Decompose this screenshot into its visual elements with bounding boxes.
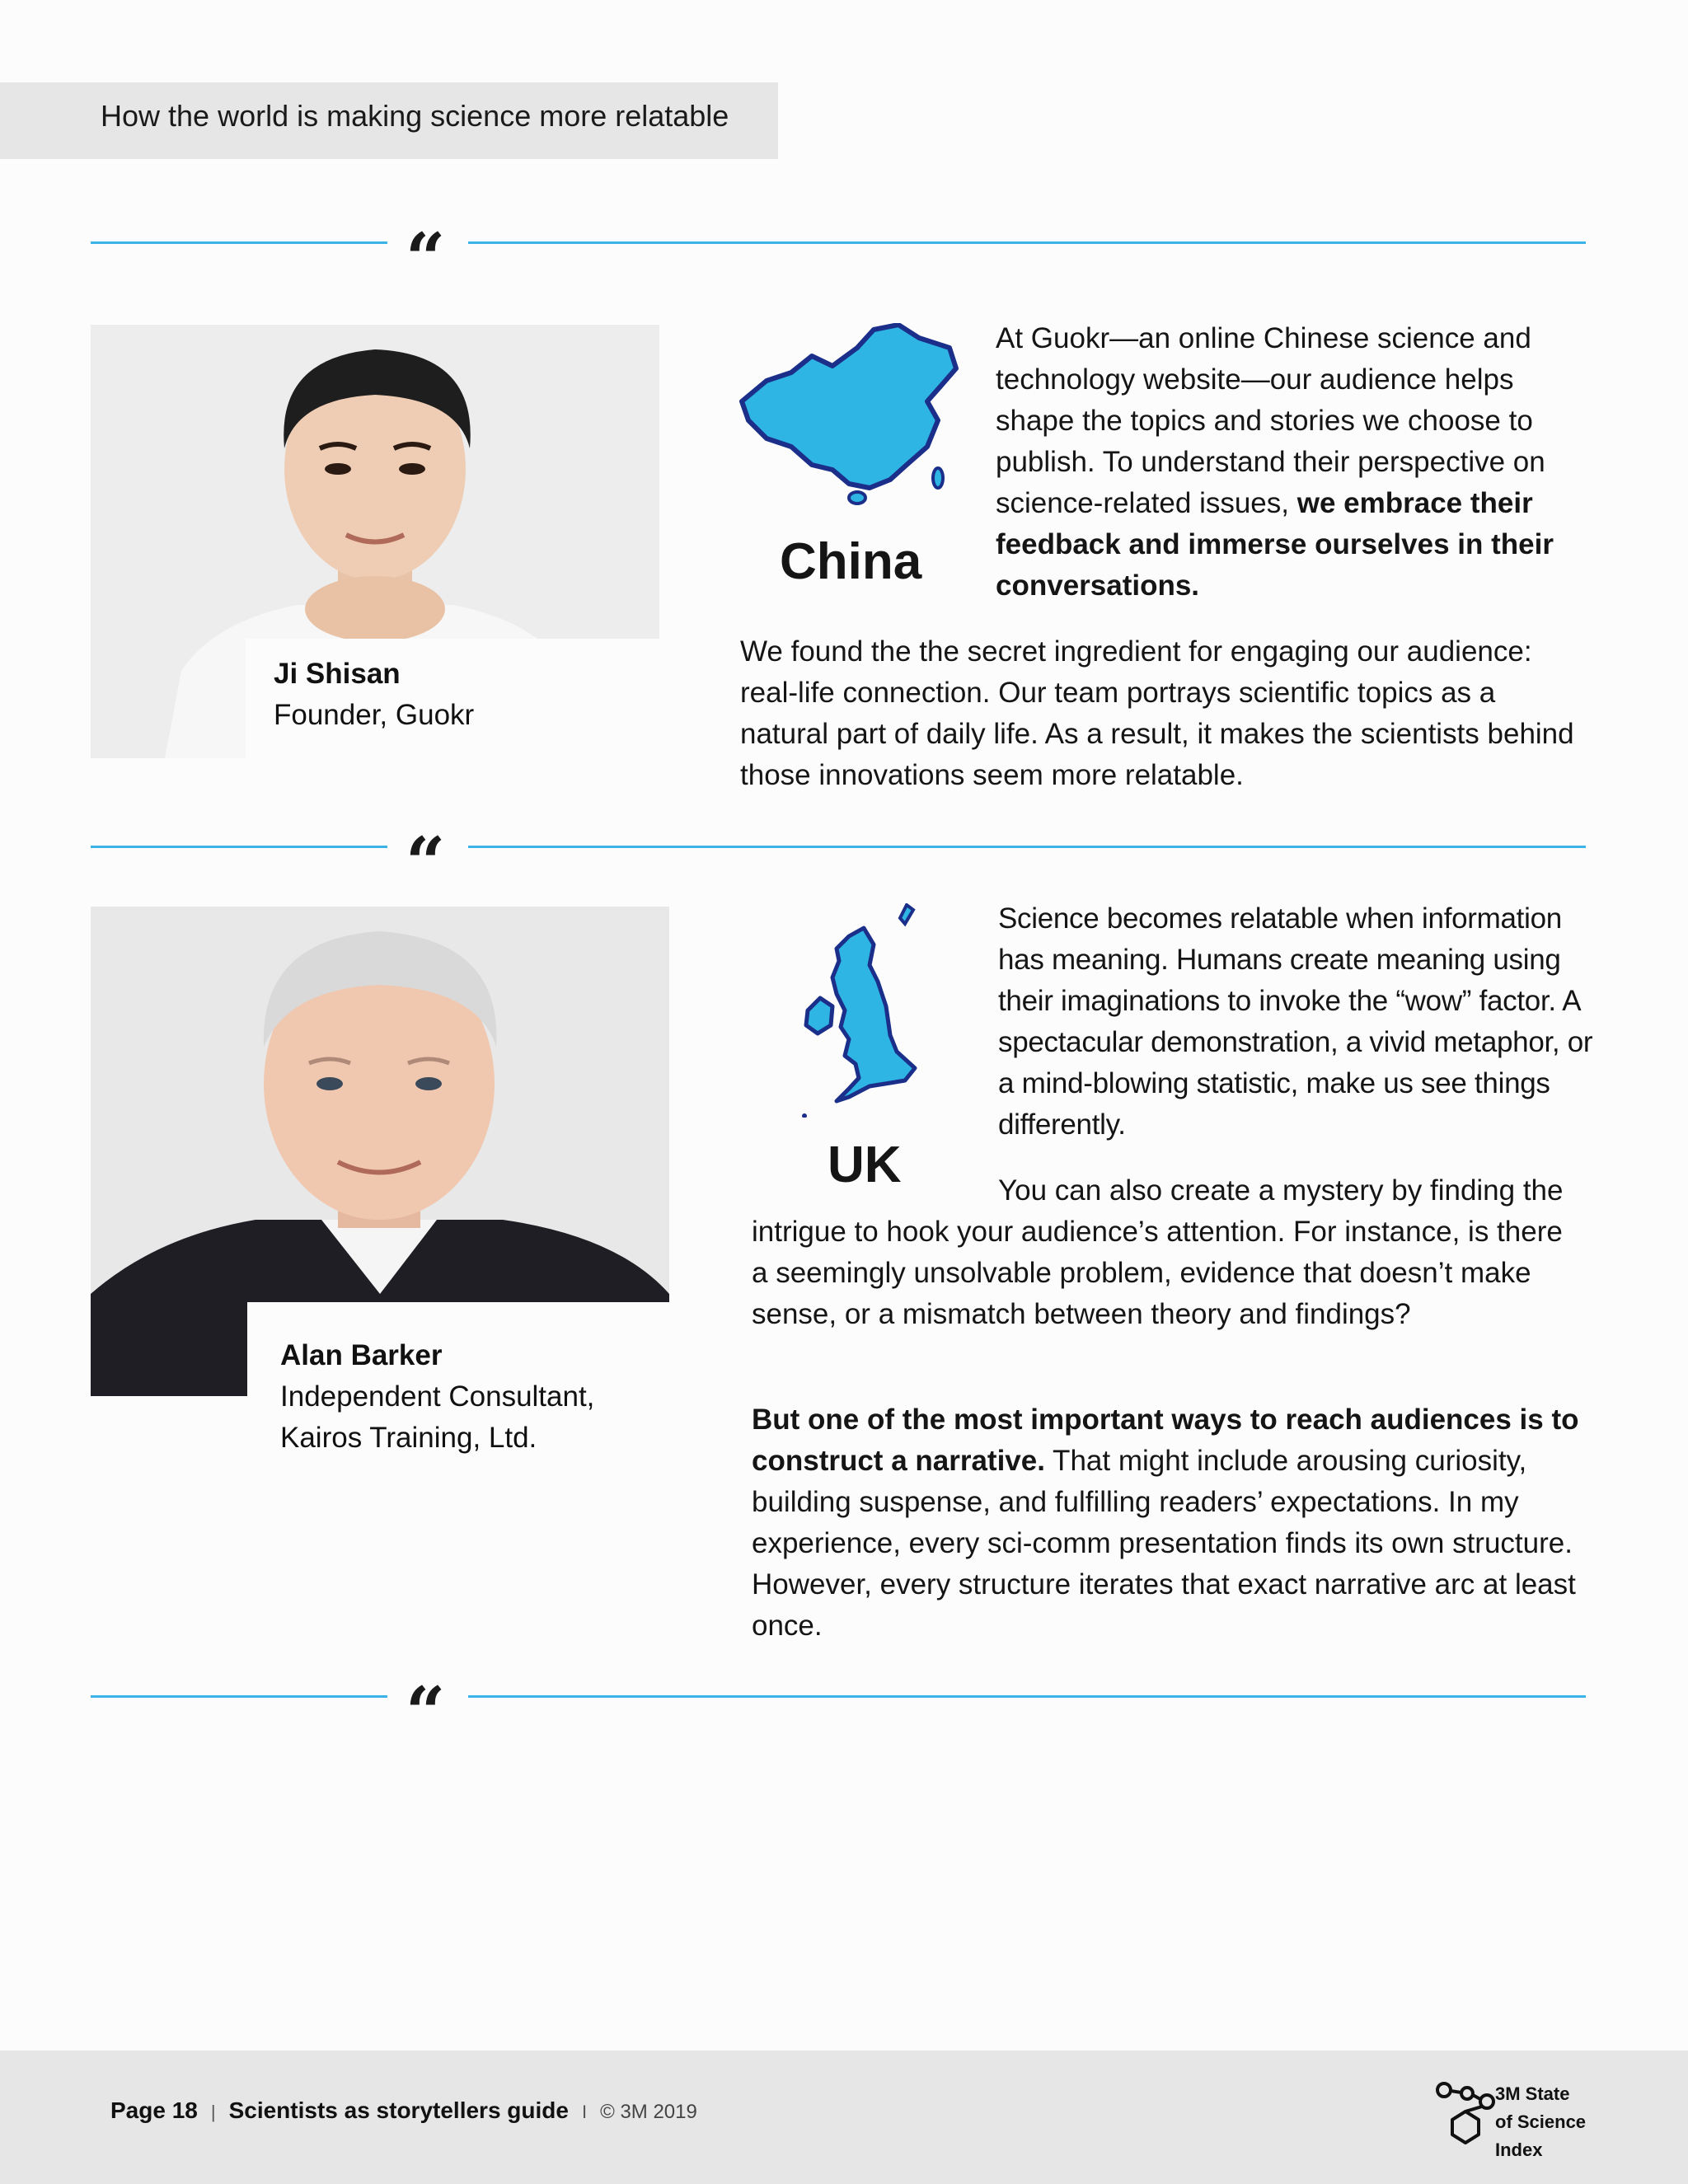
profile1-intro-text: At Guokr—an online Chinese science and technology website—our audience helps shape the topics and stories we choose to publish. To understand their perspective on science-related issues,: [996, 322, 1545, 519]
divider-rule-left: [91, 241, 387, 244]
quote-mark-icon: “: [406, 822, 446, 903]
profile2-intro-paragraph: Science becomes relatable when information has meaning. Humans create meaning using their imaginations to invoke the “wow” factor. A spectacular demonstration, a vivid metaphor, or a mind-blowing statistic, make us see things differently.: [998, 902, 1593, 1141]
country-label-china: China: [780, 533, 922, 590]
brand-logo-text: [1495, 2080, 1586, 2164]
person-name: Alan Barker: [280, 1339, 443, 1371]
logo-line1: 3M State: [1495, 2083, 1570, 2104]
footer-divider: I: [581, 2102, 588, 2122]
profile2-mystery-paragraph: You can also create a mystery by finding the intrigue to hook your audience’s attention. For instance, is there a seemingly unsolvable problem, evidence that doesn’t make sense, or a mismatch between theory and findings?: [752, 1174, 1564, 1330]
molecule-logo-icon: [1434, 2080, 1497, 2149]
uk-map-icon: [799, 903, 923, 1118]
divider-rule-left: [91, 1695, 387, 1698]
profile2-narrative-paragraph: [752, 1399, 1592, 1647]
footer-text: [110, 2097, 697, 2124]
profile1-body-paragraph: We found the the secret ingredient for engaging our audience: real-life connection. Our team portrays scientific topics as a natural part of daily life. As a result, it makes the scientists behind those innovations seem more relatable.: [740, 635, 1574, 791]
caption-alan-barker: [247, 1302, 676, 1467]
footer-separator: |: [210, 2102, 216, 2122]
country-label-uk: UK: [828, 1137, 902, 1193]
profile2-narrative-bold: But one of the most important ways to reach audiences is to construct a narrative.: [752, 1404, 1579, 1477]
divider-rule-right: [468, 846, 1586, 848]
person-role-line1: Independent Consultant,: [280, 1380, 595, 1413]
divider-rule-left: [91, 846, 387, 848]
profile1-intro-paragraph: [996, 318, 1589, 607]
copyright: © 3M 2019: [600, 2101, 697, 2123]
guide-title: Scientists as storytellers guide: [228, 2097, 569, 2123]
divider-rule-right: [468, 241, 1586, 244]
page-number: Page 18: [110, 2097, 198, 2123]
profile1-intro-bold: we embrace their feedback and immerse ourselves in their conversations.: [996, 487, 1554, 602]
divider-rule-right: [468, 1695, 1586, 1698]
logo-line2: of Science: [1495, 2111, 1587, 2132]
caption-ji-shisan: [246, 639, 666, 771]
quote-mark-icon: “: [406, 1671, 446, 1753]
profile2-narrative-text: That might include arousing curiosity, building suspense, and fulfilling readers’ expectations. In my experience, every sci-comm presentation finds its own structure. However, every structure iterates that exact narrative arc at least once.: [752, 1445, 1576, 1642]
page-section-title: How the world is making science more relatable: [101, 99, 729, 133]
person-name: Ji Shisan: [274, 658, 401, 690]
logo-line3: Index: [1495, 2139, 1543, 2160]
person-role-line2: Kairos Training, Ltd.: [280, 1422, 537, 1454]
quote-mark-icon: “: [406, 218, 446, 299]
china-map-icon: [734, 323, 964, 509]
person-role: Founder, Guokr: [274, 699, 475, 731]
